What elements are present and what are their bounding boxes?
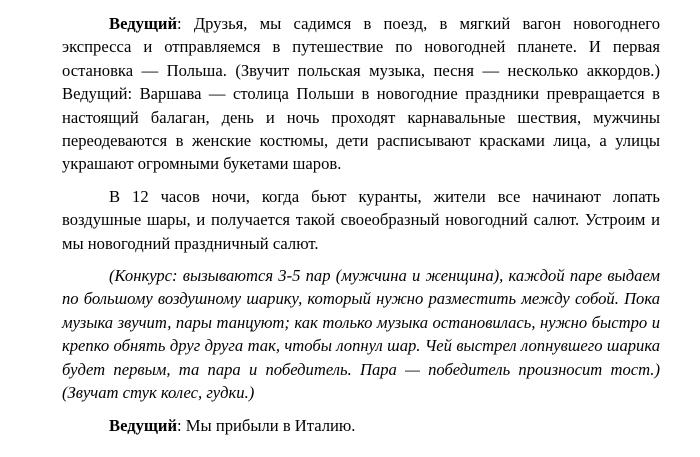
- paragraph-text: : Друзья, мы садимся в поезд, в мягкий вагон новогоднего экспресса и отправляемся в путешествие по новогодней планете. И первая остановка — Польша. (Звучит польская музыка, песня — несколько аккордов.) Ведущий: Варшава — столица Польши в новогодние праздники превращается в настоящий балаган, день и ночь проходят карнавальные шествия, мужчины переодеваются в женские костюмы, дети расписывают красками лица, а улицы украшают огромными букетами шаров.: [62, 14, 660, 174]
- paragraph-intro: [62, 12, 660, 176]
- paragraph-contest-instructions: [62, 264, 660, 404]
- paragraph-salute: [62, 185, 660, 255]
- paragraph-text: В 12 часов ночи, когда бьют куранты, жители все начинают лопать воздушные шары, и получается такой своеобразный новогодний салют. Устроим и мы новогодний праздничный салют.: [62, 186, 660, 253]
- paragraph-italy: [62, 414, 660, 437]
- speaker-label: Ведущий: [109, 14, 178, 33]
- speaker-label: Ведущий: [109, 415, 178, 435]
- paragraph-text: (Конкурс: вызываются 3-5 пар (мужчина и женщина), каждой паре выдаем по большому воздушному шарику, который нужно разместить между собой. Пока музыка звучит, пары танцуют; как только музыка остановилась, нужно быстро и крепко обнять друг друга так, чтобы лопнул шар. Чей выстрел лопнувшего шарика будет первым, та пара и победитель. Пара — победитель произносит тост.) (Звучат стук колес, гудки.): [62, 266, 660, 403]
- paragraph-text: : Мы прибыли в Италию.: [177, 415, 356, 435]
- document-page: [62, 12, 660, 437]
